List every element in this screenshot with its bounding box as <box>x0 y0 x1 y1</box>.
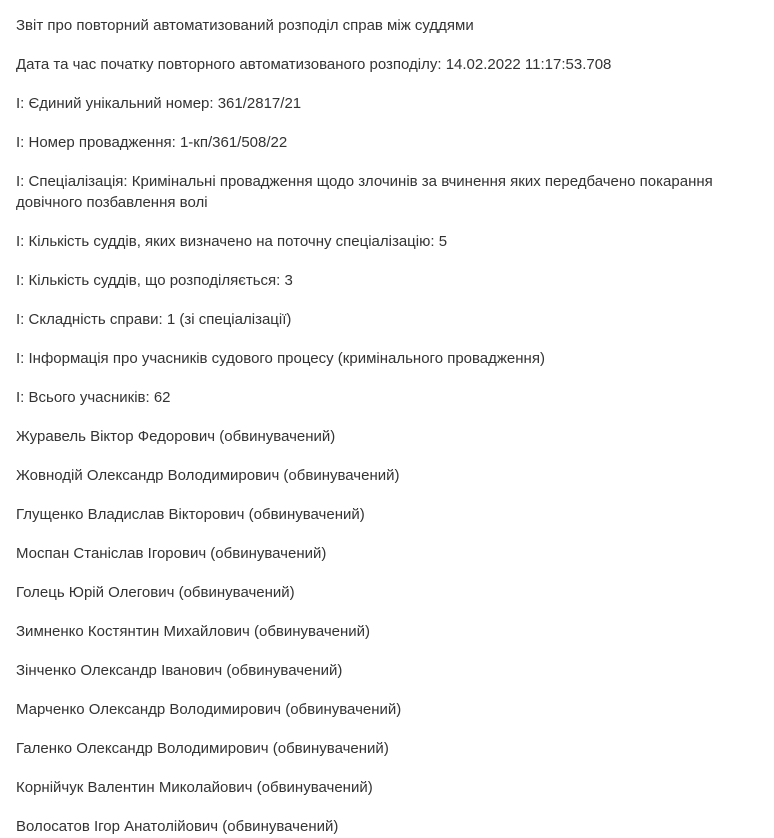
judges-assigned-count: І: Кількість суддів, яких визначено на поточну спеціалізацію: 5 <box>16 233 448 250</box>
case-complexity: І: Складність справи: 1 (зі спеціалізації) <box>16 311 292 328</box>
participant-item: Галенко Олександр Володимирович (обвинувачений) <box>16 740 389 757</box>
proceeding-number: І: Номер провадження: 1-кп/361/508/22 <box>16 134 288 151</box>
participant-item: Зінченко Олександр Іванович (обвинувачений) <box>16 662 343 679</box>
participants-list <box>16 426 774 837</box>
unique-number: І: Єдиний унікальний номер: 361/2817/21 <box>16 95 302 112</box>
participants-total: І: Всього учасників: 62 <box>16 389 171 406</box>
start-datetime: Дата та час початку повторного автоматизованого розподілу: 14.02.2022 11:17:53.708 <box>16 56 612 73</box>
participant-item: Жовнодій Олександр Володимирович (обвинувачений) <box>16 467 400 484</box>
participant-item: Корнійчук Валентин Миколайович (обвинувачений) <box>16 779 373 796</box>
participant-item: Зимненко Костянтин Михайлович (обвинувачений) <box>16 623 371 640</box>
participant-item: Марченко Олександр Володимирович (обвинувачений) <box>16 701 402 718</box>
participant-item: Голець Юрій Олегович (обвинувачений) <box>16 584 295 601</box>
participants-info-heading: І: Інформація про учасників судового процесу (кримінального провадження) <box>16 350 545 367</box>
report-title: Звіт про повторний автоматизований розподіл справ між суддями <box>16 17 474 34</box>
participant-item: Журавель Віктор Федорович (обвинувачений) <box>16 428 336 445</box>
participant-item: Волосатов Ігор Анатолійович (обвинувачений) <box>16 818 339 835</box>
participant-item: Моспан Станіслав Ігорович (обвинувачений) <box>16 545 327 562</box>
specialization: І: Спеціалізація: Кримінальні провадження щодо злочинів за вчинення яких передбачено покарання довічного позбавлення волі <box>16 173 713 211</box>
judges-distributed-count: І: Кількість суддів, що розподіляється: 3 <box>16 272 293 289</box>
participant-item: Глущенко Владислав Вікторович (обвинувачений) <box>16 506 365 523</box>
